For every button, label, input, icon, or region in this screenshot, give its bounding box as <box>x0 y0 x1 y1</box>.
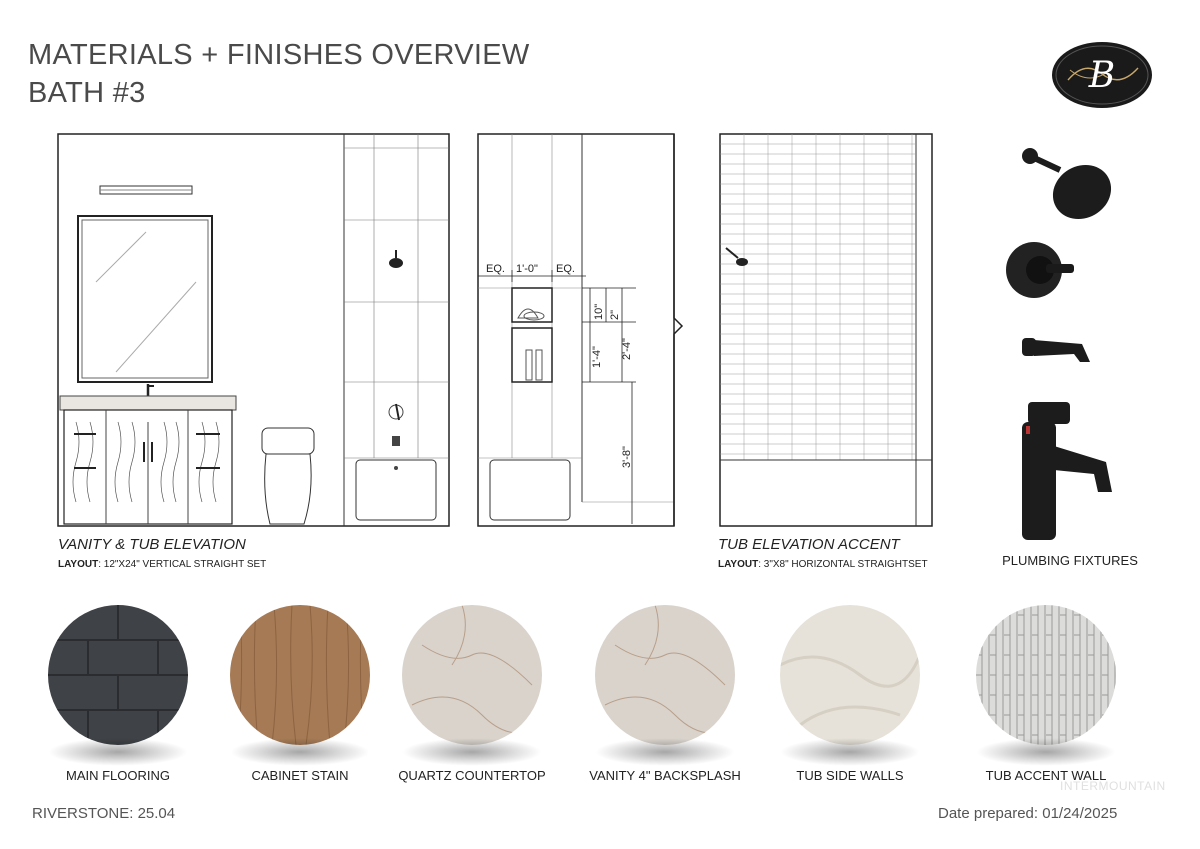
tub-accent-elevation-drawing <box>718 132 934 528</box>
project-code: RIVERSTONE: 25.04 <box>32 805 176 822</box>
vanity-elevation-caption: VANITY & TUB ELEVATION <box>58 536 246 553</box>
title-line-1: MATERIALS + FINISHES OVERVIEW <box>28 39 530 71</box>
swatch-tub-side-walls-fill <box>780 605 920 745</box>
shower-head-icon <box>1022 148 1121 230</box>
tub-spout-icon <box>1022 338 1090 362</box>
swatch-label-tub-accent-wall: TUB ACCENT WALL <box>985 768 1107 783</box>
dim-10: 10" <box>593 303 605 320</box>
swatch-label-cabinet-stain: CABINET STAIN <box>251 768 349 783</box>
swatch-cabinet-stain-fill <box>230 605 370 745</box>
title-line-2: BATH #3 <box>28 77 146 109</box>
watermark: INTERMOUNTAIN <box>1060 779 1166 793</box>
swatch-tub-accent-wall <box>976 605 1116 745</box>
dim-2: 2" <box>609 309 621 320</box>
dim-1-4: 1'-4" <box>591 346 603 368</box>
swatch-tub-side-walls <box>780 605 920 745</box>
swatch-tub-accent-wall-fill <box>976 605 1116 745</box>
svg-text:B: B <box>1088 55 1116 96</box>
niche-section-drawing <box>476 132 692 528</box>
page-title <box>28 36 530 112</box>
valve-trim-icon <box>1006 242 1074 298</box>
dim-eq-right: EQ. <box>556 263 575 275</box>
swatch-label-main-flooring: MAIN FLOORING <box>65 768 170 783</box>
swatch-main-flooring <box>48 605 188 745</box>
faucet-icon <box>1022 402 1112 540</box>
dim-3-8: 3'-8" <box>621 446 633 468</box>
dim-eq-left: EQ. <box>486 263 505 275</box>
dim-width: 1'-0" <box>516 263 538 275</box>
swatch-label-vanity-backsplash: VANITY 4" BACKSPLASH <box>589 768 741 783</box>
swatch-quartz-countertop <box>402 605 542 745</box>
vanity-tub-elevation-drawing <box>56 132 451 528</box>
swatch-label-tub-side-walls: TUB SIDE WALLS <box>796 768 904 783</box>
plumbing-fixtures-label: PLUMBING FIXTURES <box>1002 553 1138 568</box>
swatch-cabinet-stain <box>230 605 370 745</box>
swatch-quartz-countertop-fill <box>402 605 542 745</box>
b-monogram-logo <box>1050 40 1154 110</box>
swatch-main-flooring-fill <box>48 605 188 745</box>
accent-elevation-caption: TUB ELEVATION ACCENT <box>718 536 900 553</box>
date-prepared: Date prepared: 01/24/2025 <box>938 805 1118 822</box>
swatch-label-quartz-countertop: QUARTZ COUNTERTOP <box>398 768 546 783</box>
accent-layout-note: LAYOUT: 3"X8" HORIZONTAL STRAIGHTSET <box>718 559 928 570</box>
vanity-layout-note: LAYOUT: 12"X24" VERTICAL STRAIGHT SET <box>58 559 267 570</box>
dim-2-4: 2'-4" <box>621 338 633 360</box>
swatch-vanity-backsplash <box>595 605 735 745</box>
plumbing-fixtures-illustration <box>1000 140 1130 550</box>
swatch-vanity-backsplash-fill <box>595 605 735 745</box>
